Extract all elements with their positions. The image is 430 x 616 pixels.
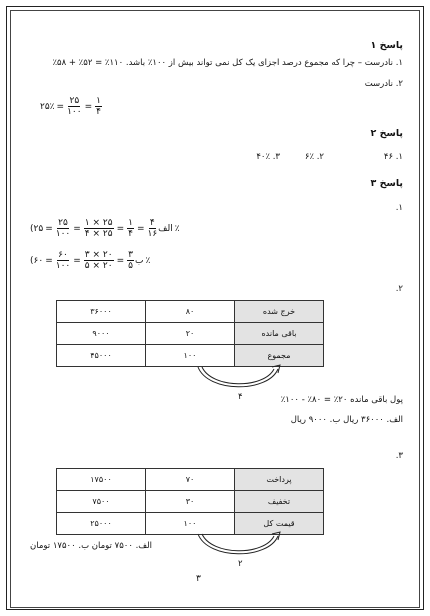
table-cell-label: پرداخت (235, 469, 324, 491)
table-row (57, 301, 324, 323)
table-cell-percent: ۸۰ (146, 301, 235, 323)
arrow-1-label: ۴ (238, 392, 243, 402)
table-cell-percent: ۲۰ (146, 323, 235, 345)
answer-3-part-2-number: ۲. (395, 284, 403, 294)
equation-a: (الف ۴ ۱۶ = ۱ ۴ = ۱ × ۲۵ ۴ × ۲۵ = ۲۵ ۱۰۰ =۲۵٪ (30, 218, 180, 239)
answer-1-title: پاسخ ۱ (370, 40, 403, 51)
equation-b: (ب ۳ ۵ = ۳ × ۲۰ ۵ × ۲۰ = ۶۰ ۱۰۰ =۶۰٪ (30, 250, 151, 271)
table-cell-percent: ۱۰۰ (146, 513, 235, 535)
answer-2-item-1: ۱. ۴۶ (383, 152, 403, 162)
answers-part-2: الف. ۳۶۰۰۰ ریال ب. ۹۰۰۰ ریال (290, 415, 403, 425)
equation-b-result: ۶۰٪ (33, 256, 151, 266)
equation-b-label: (ب (30, 255, 144, 266)
equation-a-label: (الف (30, 223, 173, 234)
table-cell-percent: ۳۰ (146, 491, 235, 513)
table-row (57, 491, 324, 513)
table-cell-label: قیمت کل (235, 513, 324, 535)
arrow-2-label: ۲ (238, 559, 243, 569)
table-cell-label: تخفیف (235, 491, 324, 513)
table-cell-amount: ۳۶۰۰۰ (57, 301, 146, 323)
table-cell-label: خرج شده (235, 301, 324, 323)
answer-2-item-3: ۳. ۴۰٪ (256, 152, 280, 162)
table-cell-amount: ۹۰۰۰ (57, 323, 146, 345)
answers-part-3: الف. ۷۵۰۰ تومان ب. ۱۷۵۰۰ تومان (30, 541, 153, 551)
answer-3-part-1-number: ۱. (395, 203, 403, 213)
table-cell-amount: ۴۵۰۰۰ (57, 345, 146, 367)
table-cell-amount: ۲۵۰۰۰ (57, 513, 146, 535)
answer-3-part-3-number: ۳. (395, 451, 403, 461)
table-row (57, 469, 324, 491)
answer-1-item-2: ۲. نادرست (364, 79, 403, 89)
page-number: ۳ (196, 574, 201, 584)
eq-result: ۲۵٪ (40, 102, 55, 112)
answer-3-title: پاسخ ۳ (370, 178, 403, 189)
equation-a-result: ۲۵٪ (33, 224, 180, 234)
remaining-money: پول باقی مانده ۲۰٪ = ۸۰٪ - ۱۰۰٪ (280, 395, 403, 405)
table-cell-amount: ۱۷۵۰۰ (57, 469, 146, 491)
table-discount (56, 468, 324, 535)
table-cell-label: باقی مانده (235, 323, 324, 345)
table-cell-label: مجموع (235, 345, 324, 367)
answer-1-equation: ۲۵٪ = ۲۵ ۱۰۰ = ۱ ۴ (40, 96, 101, 117)
table-row (57, 323, 324, 345)
table-cell-percent: ۷۰ (146, 469, 235, 491)
table-cell-percent: ۱۰۰ (146, 345, 235, 367)
table-expenses (56, 300, 324, 367)
table-cell-amount: ۷۵۰۰ (57, 491, 146, 513)
answer-2-item-2: ۲. ۶٪ (304, 152, 324, 162)
answer-1-item-1: ۱. نادرست – چرا که مجموع درصد اجزای یک کل نمی تواند بیش از ۱۰۰٪ باشد. ۱۱۰٪ = ۵۲٪ + ۵۸٪ (52, 58, 403, 68)
answer-2-title: پاسخ ۲ (370, 128, 403, 139)
